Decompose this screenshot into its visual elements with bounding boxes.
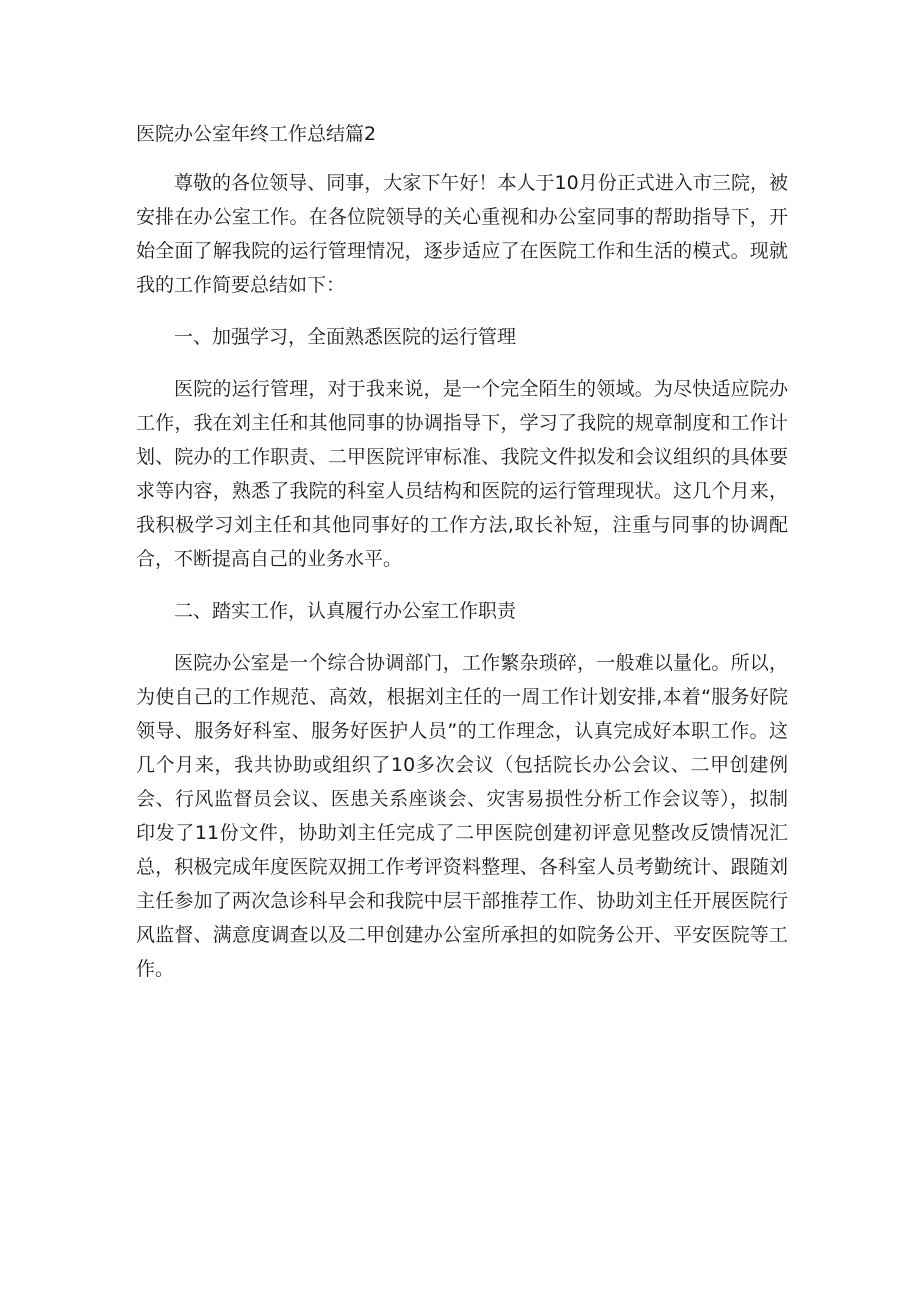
document-title: 医院办公室年终工作总结篇2 [136,123,377,145]
paragraph-intro: 尊敬的各位领导、同事，大家下午好！本人于10月份正式进入市三院，被安排在办公室工作。在各位院领导的关心重视和办公室同事的帮助指导下，开始全面了解我院的运行管理情况，逐步适应了在医院工作和生活的模式。现就我的工作简要总结如下： [136,172,788,296]
document-body [136,166,788,1004]
paragraph-section-1: 医院的运行管理，对于我来说，是一个完全陌生的领域。为尽快适应院办工作，我在刘主任和其他同事的协调指导下，学习了我院的规章制度和工作计划、院办的工作职责、二甲医院评审标准、我院文件拟发和会议组织的具体要求等内容，熟悉了我院的科室人员结构和医院的运行管理现状。这几个月来，我积极学习刘主任和其他同事好的工作方法,取长补短，注重与同事的协调配合，不断提高自己的业务水平。 [136,378,788,570]
section-heading-1: 一、加强学习，全面熟悉医院的运行管理 [174,326,517,348]
paragraph-section-2: 医院办公室是一个综合协调部门，工作繁杂琐碎，一般难以量化。所以，为使自己的工作规范、高效，根据刘主任的一周工作计划安排,本着“服务好院领导、服务好科室、服务好医护人员”的工作理念，认真完成好本职工作。这几个月来，我共协助或组织了10多次会议（包括院长办公会议、二甲创建例会、行风监督员会议、医患关系座谈会、灾害易损性分析工作会议等），拟制印发了11份文件，协助刘主任完成了二甲医院创建初评意见整改反馈情况汇总，积极完成年度医院双拥工作考评资料整理、各科室人员考勤统计、跟随刘主任参加了两次急诊科早会和我院中层干部推荐工作、协助刘主任开展医院行风监督、满意度调查以及二甲创建办公室所承担的如院务公开、平安医院等工作。 [136,652,788,980]
section-heading-2: 二、踏实工作，认真履行办公室工作职责 [174,600,517,622]
